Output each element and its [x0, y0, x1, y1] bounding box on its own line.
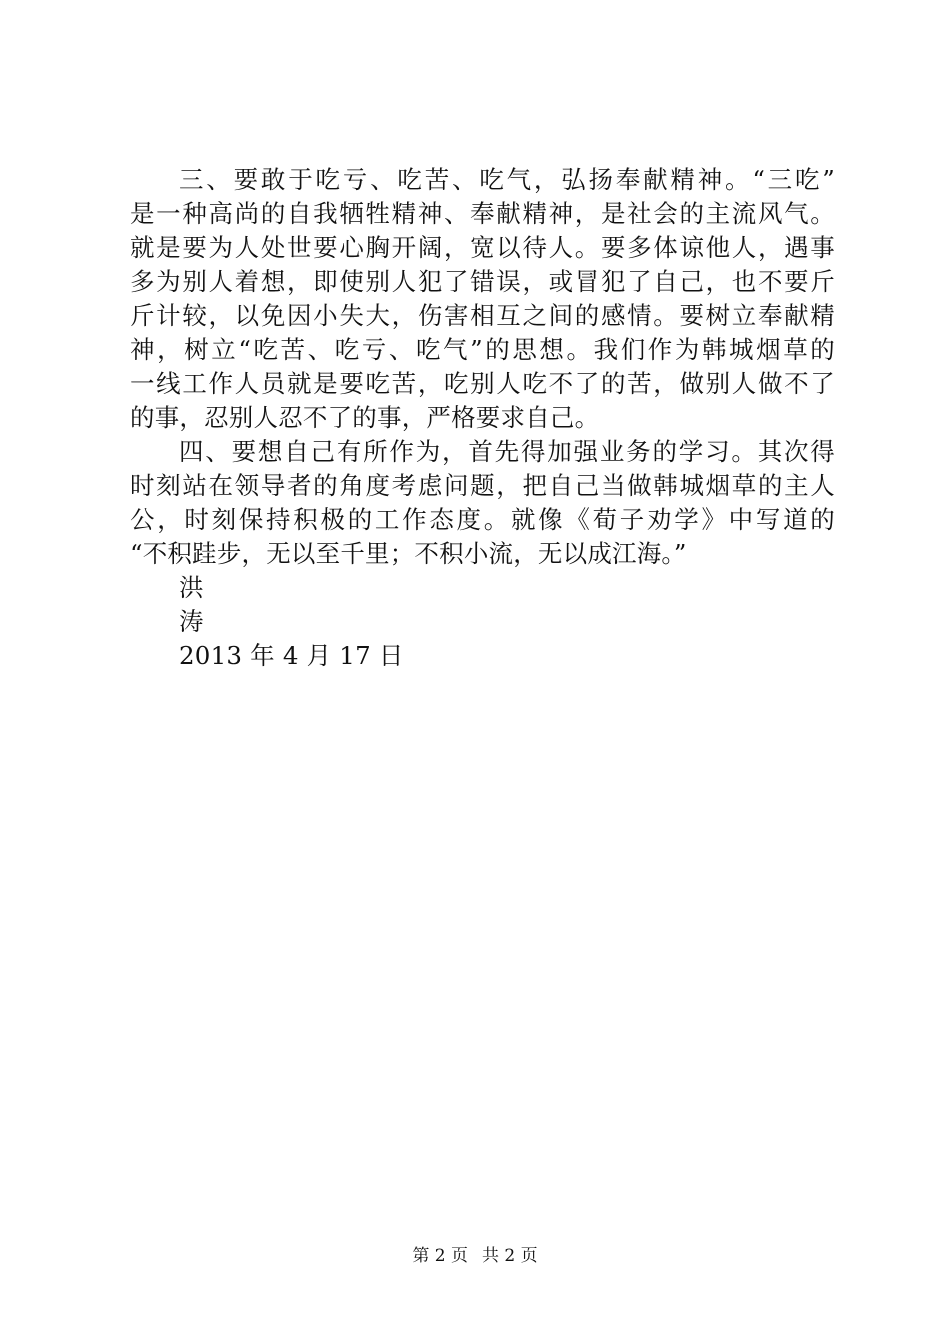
page-footer [0, 1245, 950, 1267]
paragraph-line: 的事，忍别人忍不了的事，严格要求自己。 [130, 403, 600, 432]
signature-name-line-2: 涛 [179, 607, 204, 636]
paragraph-line: 一线工作人员就是要吃苦，吃别人吃不了的苦，做别人做不了 [130, 369, 835, 398]
paragraph-line: 就是要为人处世要心胸开阔，宽以待人。要多体谅他人，遇事 [130, 233, 835, 262]
paragraph-line: 时刻站在领导者的角度考虑问题，把自己当做韩城烟草的主人 [130, 471, 835, 500]
signature-name-line-1: 洪 [179, 573, 204, 602]
paragraph-line: 神，树立“吃苦、吃亏、吃气”的思想。我们作为韩城烟草的 [130, 335, 835, 364]
paragraph-line: “不积跬步，无以至千里；不积小流，无以成江海。” [130, 539, 687, 568]
paragraph-line: 多为别人着想，即使别人犯了错误，或冒犯了自己，也不要斤 [130, 267, 835, 296]
document-body [130, 163, 835, 673]
paragraph-line: 三、要敢于吃亏、吃苦、吃气，弘扬奉献精神。“三吃” [179, 165, 835, 194]
page-number-current: 第 2 页 [412, 1246, 468, 1266]
paragraph-line: 公，时刻保持积极的工作态度。就像《荀子劝学》中写道的 [130, 505, 835, 534]
paragraph-line: 四、要想自己有所作为，首先得加强业务的学习。其次得 [179, 437, 835, 466]
signature-date: 2013 年 4 月 17 日 [179, 641, 404, 670]
page-number-total: 共 2 页 [482, 1246, 538, 1266]
paragraph-line: 斤计较，以免因小失大，伤害相互之间的感情。要树立奉献精 [130, 301, 835, 330]
paragraph-line: 是一种高尚的自我牺牲精神、奉献精神，是社会的主流风气。 [130, 199, 835, 228]
